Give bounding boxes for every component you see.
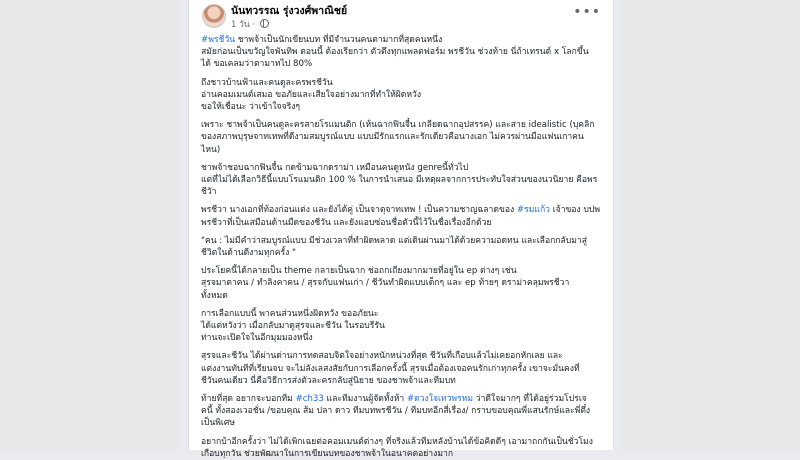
post-line: ท่านจะเปิดใจในอีกมุมมองหนึ่ง xyxy=(201,333,313,344)
post-line: พรชีวาที่เป็นเสมือนด้านมืดของชีวัน และยังแอบซ่อนชื่อตัวนี้ไว้ในชื่อเรื่องอีกด้วย xyxy=(201,217,492,228)
post-line: ขอให้เชื่อนะ ว่าเข้าใจจริงๆ xyxy=(201,102,301,113)
post-line xyxy=(201,204,601,216)
post-paragraph xyxy=(201,204,601,228)
post-line: เป็นพิเศษ xyxy=(201,418,235,429)
post-paragraph xyxy=(201,308,601,345)
post-paragraph xyxy=(201,235,601,259)
post-text: และทีมงานผู้จัดทั้งห้า xyxy=(323,394,407,405)
post-line: ได้ ขอเคลมว่าตามาทไป 80% xyxy=(201,59,313,70)
post-line: ชีวันคนเดียว นี่คือวิธีการส่งตัวละครกลับสู่นิยาย ของชาพจ้าและทีมบท xyxy=(201,375,456,386)
hashtag-link[interactable]: #รมแก้ว xyxy=(516,205,550,216)
post-paragraph xyxy=(201,350,601,387)
post-paragraph xyxy=(201,436,601,460)
post-line: เพราะ ชาพจ้าเป็นคนดูละครสายโรแมนติก (เห้นฉากฟินจื๋น เกลียดฉากอุปสรรค) และสาย idealistic (บุคลิก xyxy=(201,120,595,131)
post-line: สมัยก่อนเป็นขวัญใจพันทิพ ตอนนี้ ต้องเรียกว่า ตัวตึงทุกแพลตฟอร์ม พรชีวัน ช่วงท้าย นี่ถ้าเทรนด์ x โลกขึ้น xyxy=(201,47,589,58)
post-paragraph xyxy=(201,77,601,114)
post-line: "ฅน : ไม่มีคำว่าสมบูรณ์แบบ มีช่วงเวลาที่ทำผิดพลาด แต่เดินผ่านมาได้ด้วยความอดทน และเลือกกลับมาสู่ xyxy=(201,235,587,246)
post-text: ชาพจ้าเป็นนักเขียนบท ที่มีจำนวนคนตามากที่สุดคนหนึ่ง xyxy=(235,35,443,45)
post-line: ถึงชาวบ้านฟ้าและคนดูละครพรชีวัน xyxy=(201,77,333,88)
post-paragraph xyxy=(201,265,601,302)
post-paragraph xyxy=(201,34,601,71)
post-text: ท้ายที่สุด อยากจะบอกทีม xyxy=(201,394,296,405)
post-text: พรชีวา นางเอกที่ท้องก่อนแต่ง และยังได้คู่ เป็นจาตุจาทเทพ ! เป็นความชาญฉลาดของ xyxy=(201,205,517,216)
post-line: ทั้งหมด xyxy=(201,290,228,301)
page-gutter-right xyxy=(621,0,800,450)
post-text: เจ้าของ บปพ xyxy=(549,205,601,216)
post-line: ไหน) xyxy=(201,144,221,155)
profile-avatar[interactable] xyxy=(202,4,226,28)
author-name[interactable]: นันทวรรณ รุ่งวงศ์พาณิชย์ xyxy=(231,5,348,17)
post-line: สุรจและชีวัน ได้ผ่านด่านการทดสอบจิตใจอย่างหนักหน่วงที่สุด ชีวันที่เกือบแล้วไม่เคยอกหักเลย และ xyxy=(201,351,563,362)
post-paragraph xyxy=(201,162,601,199)
post-body xyxy=(189,34,613,460)
hashtag-link[interactable]: #พรชีวัน xyxy=(201,35,236,45)
post-line: อ่านคอมเมนต์เสมอ ขอภัยและเสียใจอย่างมากที่ทำให้ผิดหวัง xyxy=(201,89,422,100)
post-line: ชีวิตในด้านดีงามทุกครั้ง " xyxy=(201,248,296,259)
globe-icon xyxy=(260,19,269,28)
facebook-post-card xyxy=(188,0,614,459)
post-meta xyxy=(231,17,269,31)
post-line: การเลือกแบบนี้ พาคนส่วนหนึ่งผิดหวัง ขออภัยนะ xyxy=(201,308,379,319)
post-text: ว่าดีใจมากๆ ที่ได้อยู่ร่วมโปรเจ xyxy=(473,394,587,405)
post-line: แต่งงานทันทีที่เรียนจบ จะไม่ลังเลสงสัยกับการเลือกครั้งนี้ สุรจเมื่อต้องเจอคนรักเก่าทุกครั้ง เขาจะมั่นคงที่ xyxy=(201,363,580,374)
post-line: อยากบ้าอีกครั้งว่า ไม่ได้เพิกเฉยต่อคอมเมนต์ต่างๆ ที่จริงแล้วทีมหลังบ้านได้ข้อคิดดีๆ เอามาถกกันเป็นชั่วโมง xyxy=(201,436,593,447)
post-header xyxy=(189,0,613,34)
post-line xyxy=(201,393,601,405)
time-separator: · xyxy=(252,20,256,30)
more-options-icon[interactable]: ••• xyxy=(573,4,601,20)
post-line: เกือบทุกวัน ช่วยพัฒนาในการเขียนบทของชาพจ้าในอนาคตอย่างมาก xyxy=(201,448,454,459)
post-line: คนี้ ทั้งสองเวอชั่น /ขอบคุณ ส้ม ปลา ดาว ทีมบทพรชีวัน / ทีมบทอีกสี่เรื่อง/ กราบขอบคุณพี่แสนรักษ์และพี่ตึ๋ง xyxy=(201,406,591,417)
post-time[interactable]: 1 วัน xyxy=(231,20,250,30)
post-line: ชาพจ้าชอบฉากฟินจื๋น กดข้ามฉากดราม่า เหมือนคนดูหนัง genreนี้ทั่วไป xyxy=(201,162,469,173)
post-line: ของสภาพบุรุษจาทเทพที่ดีงามสมบูรณ์แบบ แบบมีรักแรกและรักเดียวคือนางเอก ไม่ควรผ่านมือแฟนเกาคน xyxy=(201,132,584,143)
hashtag-link[interactable]: #ดวงใจเทวพรหม xyxy=(406,394,474,405)
post-line: ประโยคนี้ได้กลายเป็น theme กลายเป็นฉาก ช่อถกเถียงมากมายที่อยู่ใน ep ต่างๆ เช่น xyxy=(201,266,517,277)
post-line: แต่ที่ไม่ได้เลือกวิธีนี้แบบโรแมนติก 100 % ในการนำเสนอ มีเหตุผลจากการประทับใจส่วนของนวนิยาย คือพร xyxy=(201,175,598,186)
post-line: ได้แต่หวังว่า เมื่อกลับมาดูสุรจและชีวัน ในรอบรีรัน xyxy=(201,321,385,332)
post-paragraph xyxy=(201,393,601,430)
post-paragraph xyxy=(201,119,601,156)
hashtag-link[interactable]: #ch33 xyxy=(295,394,324,405)
post-line: สุรจมาตาคน / ทำลิงคาคน / สุรจกับแฟนเก่า / ชีวันทำผิดแบบเด็กๆ และ ep ท้ายๆ ดราม่าคลุมพรชีวา xyxy=(201,278,570,289)
post-line: ชีวัา xyxy=(201,187,217,198)
post-line xyxy=(201,34,601,46)
page-gutter-left xyxy=(0,0,178,450)
